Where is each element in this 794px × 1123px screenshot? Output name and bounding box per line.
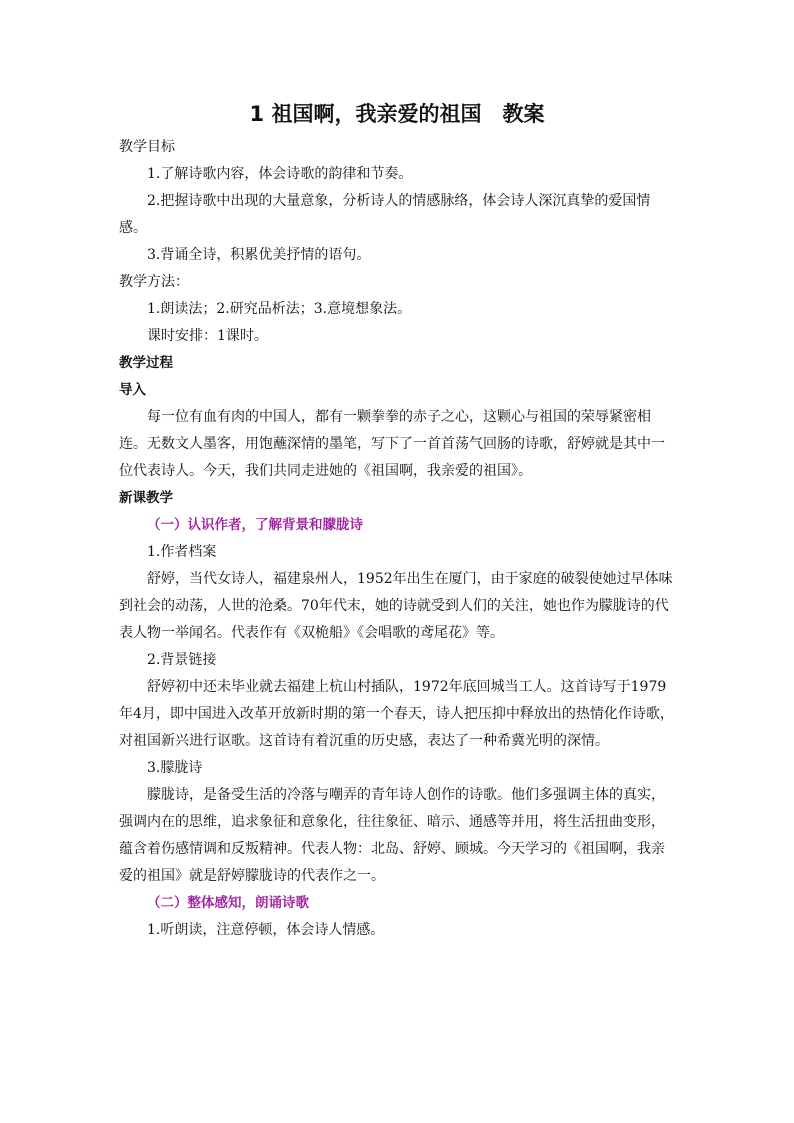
- section1-heading: （一）认识作者，了解背景和朦胧诗: [147, 517, 363, 533]
- misty-paragraph: 朦胧诗，是备受生活的冷落与嘲弄的青年诗人创作的诗歌。他们多强调主体的真实，强调内在的思维，追求象征和意象化，往往象征、暗示、通感等并用，将生活扭曲变形，蕴含着伤感情调和反叛精神。代表人物：北岛、舒婷、顾城。今天学习的《祖国啊，我亲爱的祖国》就是舒婷朦胧诗的代表作之一。: [119, 787, 665, 884]
- new-lesson-heading: 新课教学: [119, 490, 173, 506]
- background-paragraph: 舒婷初中还未毕业就去福建上杭山村插队，1972年底回城当工人。这首诗写于1979年4月，即中国进入改革开放新时期的第一个春天，诗人把压抑中释放出的热情化作诗歌，对祖国新兴进行讴歌。这首诗有着沉重的历史感，表达了一种希冀光明的深情。: [119, 679, 674, 749]
- listen-instruction: 1.听朗读，注意停顿，体会诗人情感。: [147, 922, 385, 938]
- methods-heading: 教学方法：: [119, 274, 189, 290]
- goal-item-1: 1.了解诗歌内容，体会诗歌的韵律和节奏。: [147, 166, 413, 182]
- document-body: [119, 134, 675, 944]
- schedule-text: 课时安排：1课时。: [147, 328, 268, 344]
- background-heading: 2.背景链接: [147, 652, 217, 668]
- intro-paragraph: 每一位有血有肉的中国人，都有一颗拳拳的赤子之心，这颗心与祖国的荣辱紧密相连。无数文人墨客，用饱蘸深情的墨笔，写下了一首首荡气回肠的诗歌，舒婷就是其中一位代表诗人。今天，我们共同走进她的《祖国啊，我亲爱的祖国》。: [119, 409, 665, 479]
- process-heading: 教学过程: [119, 355, 173, 371]
- page-title: 1 祖国啊，我亲爱的祖国 教案: [249, 102, 545, 126]
- author-heading: 1.作者档案: [147, 544, 217, 560]
- author-paragraph: 舒婷，当代女诗人，福建泉州人，1952年出生在厦门，由于家庭的破裂使她过早体味到社会的动荡，人世的沧桑。70年代末，她的诗就受到人们的关注，她也作为朦胧诗的代表人物一举闻名。代表作有《双桅船》《会唱歌的鸢尾花》等。: [119, 571, 673, 641]
- goal-item-2: 2.把握诗歌中出现的大量意象，分析诗人的情感脉络，体会诗人深沉真挚的爱国情感。: [119, 193, 651, 236]
- goals-heading: 教学目标: [119, 139, 175, 155]
- methods-text: 1.朗读法；2.研究品析法；3.意境想象法。: [147, 301, 412, 317]
- section2-heading: （二）整体感知，朗诵诗歌: [147, 895, 309, 911]
- misty-heading: 3.朦胧诗: [147, 760, 203, 776]
- intro-heading: 导入: [119, 382, 146, 398]
- goal-item-3: 3.背诵全诗，积累优美抒情的语句。: [147, 247, 371, 263]
